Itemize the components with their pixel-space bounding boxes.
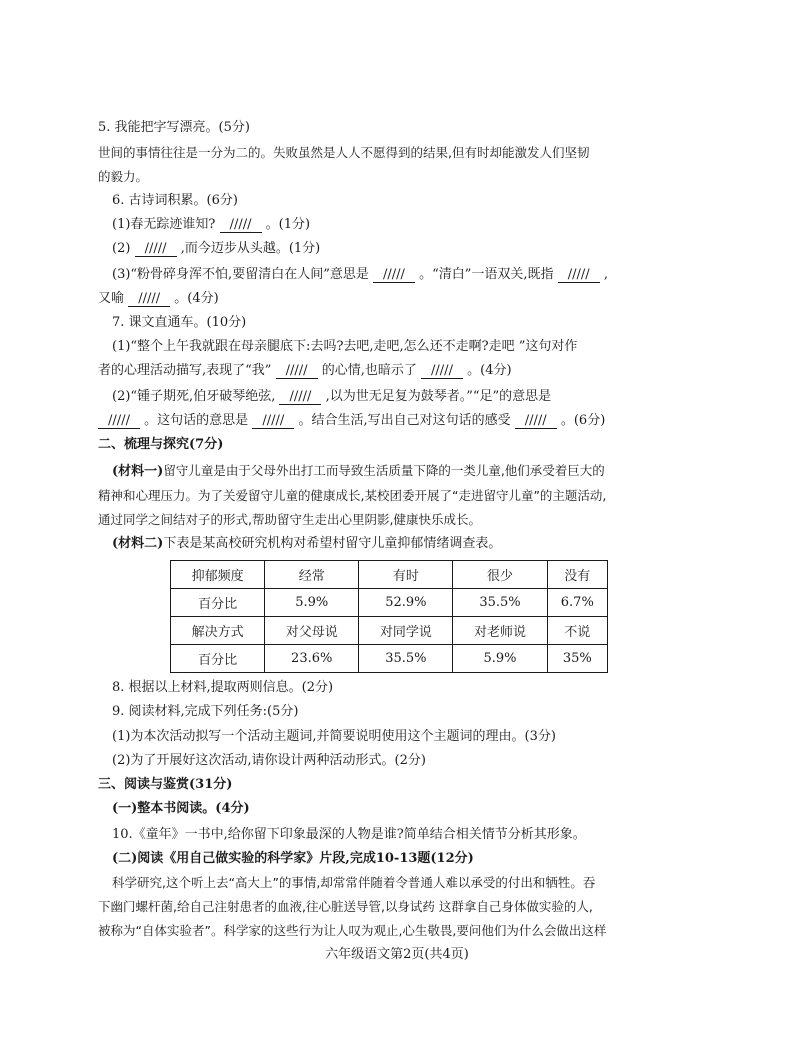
table-cell: 6.7%	[547, 589, 607, 617]
q5-sample-line-2: 的毅力。	[98, 169, 149, 184]
table-cell: 百分比	[171, 589, 265, 617]
q7-item-2-line-2	[98, 412, 678, 430]
material-1-line-2: 精神和心理压力。为了关爱留守儿童的健康成长,某校团委开展了“走进留守儿童”的主题活动,	[98, 488, 607, 503]
q8: 8. 根据以上材料,提取两则信息。(2分)	[112, 680, 334, 695]
material-1-line-3: 通过同学之间结对子的形式,帮助留守生走出心里阴影,健康快乐成长。	[98, 512, 481, 527]
table-cell: 抑郁频度	[171, 561, 265, 589]
q7-item-2-blank-1[interactable]: /////	[279, 389, 321, 405]
part-1-heading: (一)整本书阅读。(4分)	[112, 801, 250, 816]
table-row	[171, 589, 608, 617]
q6-item-3-continued	[98, 290, 678, 308]
q6-item-1-score: 。(1分)	[265, 217, 311, 232]
material-2-text: 下表是某高校研究机构对希望村留守儿童抑郁情绪调查表。	[163, 536, 502, 551]
table-cell: 有时	[359, 561, 453, 589]
q7-item-1-text: 者的心理活动描写,表现了“我”	[98, 363, 272, 378]
q6-heading: 6. 古诗词积累。(6分)	[112, 193, 238, 208]
passage-line-3: 被称为“自体实验者”。科学家的这些行为让人叹为观止,心生敬畏,要问他们为什么会做出这样	[98, 923, 607, 938]
q7-heading: 7. 课文直通车。(10分)	[112, 315, 247, 330]
q6-item-3b-blank[interactable]: /////	[128, 291, 170, 307]
table-cell: 很少	[453, 561, 547, 589]
part-2-heading: (二)阅读《用自己做实验的科学家》片段,完成10-13题(12分)	[112, 851, 474, 866]
q10: 10.《童年》一书中,给你留下印象最深的人物是谁?简单结合相关情节分析其形象。	[112, 827, 586, 842]
table-row	[171, 561, 608, 589]
q7-item-2-line-1	[112, 388, 692, 406]
q6-item-1-text: (1)春无踪迹谁知?	[112, 217, 216, 232]
q6-item-1	[112, 216, 692, 234]
q7-item-1-score: 。(4分)	[467, 363, 512, 378]
material-1-text: 留守儿童是由于父母外出打工而导致生活质量下降的一类儿童,他们承受着巨大的	[163, 463, 605, 478]
q6-item-3b-text: 又喻	[98, 291, 125, 306]
table-cell: 没有	[547, 561, 607, 589]
passage-line-1: 科学研究,这个听上去“高大上”的事情,却常常伴随着令普通人难以承受的付出和牺牲。吞	[112, 875, 596, 890]
table-cell: 5.9%	[453, 645, 547, 673]
q6-item-3-mid: 。“清白”一语双关,既指	[419, 267, 554, 282]
q7-item-2-blank-2[interactable]: /////	[98, 413, 140, 429]
table-cell: 52.9%	[359, 589, 453, 617]
table-row	[171, 617, 608, 645]
table-cell: 35.5%	[359, 645, 453, 673]
q9-item-1: (1)为本次活动拟写一个活动主题词,并简要说明使用这个主题词的理由。(3分)	[112, 729, 556, 744]
table-row	[171, 645, 608, 673]
q6-item-3-blank-1[interactable]: /////	[373, 267, 415, 283]
table-cell: 百分比	[171, 645, 265, 673]
q7-item-1-blank-2[interactable]: /////	[421, 363, 463, 379]
table-cell: 不说	[547, 617, 607, 645]
q7-item-1-blank-1[interactable]: /////	[276, 363, 318, 379]
q7-item-2-mid-2: 。结合生活,写出自己对这句话的感受	[298, 413, 511, 428]
q7-item-1-mid: 的心情,也暗示了	[321, 363, 417, 378]
q6-item-1-blank[interactable]: /////	[220, 217, 262, 233]
material-1-line-1	[112, 462, 692, 481]
passage-line-2: 下幽门螺杆菌,给自己注射患者的血液,往心脏送导管,以身试药 这群拿自己身体做实验的人,	[98, 899, 593, 914]
q6-item-3b-score: 。(4分)	[174, 291, 219, 306]
table-cell: 5.9%	[265, 589, 359, 617]
q7-item-2-blank-3[interactable]: /////	[252, 413, 294, 429]
table-cell: 对父母说	[265, 617, 359, 645]
q6-item-2-blank[interactable]: /////	[135, 241, 177, 257]
q6-item-3	[112, 266, 692, 284]
survey-table	[170, 560, 608, 673]
q7-item-1-line-2	[98, 362, 678, 380]
q5-heading: 5. 我能把字写漂亮。(5分)	[98, 120, 250, 135]
q6-item-2	[112, 240, 692, 258]
q7-item-2-text: (2)“锺子期死,伯牙破琴绝弦,	[112, 389, 276, 404]
q9: 9. 阅读材料,完成下列任务:(5分)	[112, 704, 299, 719]
table-cell: 对同学说	[359, 617, 453, 645]
page-footer: 六年级语文第2页(共4页)	[325, 947, 469, 962]
q7-item-2-score: 。(6分)	[560, 413, 606, 428]
table-cell: 35.5%	[453, 589, 547, 617]
q9-item-2: (2)为了开展好这次活动,请你设计两种活动形式。(2分)	[112, 753, 426, 768]
material-1-label: (材料一)	[112, 464, 164, 479]
q6-item-3-text: (3)“粉骨碎身浑不怕,要留清白在人间”意思是	[112, 267, 369, 282]
table-cell: 解决方式	[171, 617, 265, 645]
table-cell: 23.6%	[265, 645, 359, 673]
q6-item-2-score: ,而今迈步从头越。(1分)	[180, 241, 321, 256]
q5-sample-line-1: 世间的事情往往是一分为二的。失败虽然是人人不愿得到的结果,但有时却能激发人们坚韧	[98, 145, 590, 160]
q7-item-2-mid: ,以为世无足复为鼓琴者。”“足”的意思是	[325, 389, 552, 404]
q7-item-1-line-1: (1)“整个上午我就跟在母亲腿底下:去吗?去吧,走吧,怎么还不走啊?走吧 ”这句对作	[112, 339, 578, 354]
q6-item-3-end: ,	[603, 267, 608, 282]
table-cell: 对老师说	[453, 617, 547, 645]
q6-item-2-text: (2)	[112, 241, 131, 256]
section-3-heading: 三、阅读与鉴赏(31分)	[98, 777, 233, 792]
material-2-line	[112, 535, 692, 553]
material-2-label: (材料二)	[112, 536, 164, 551]
q7-item-2-mid-1: 。这句话的意思是	[144, 413, 249, 428]
section-2-heading: 二、梳理与探究(7分)	[98, 437, 224, 452]
table-cell: 经常	[265, 561, 359, 589]
table-cell: 35%	[547, 645, 607, 673]
q6-item-3-blank-2[interactable]: /////	[558, 267, 600, 283]
q7-item-2-blank-4[interactable]: /////	[515, 413, 557, 429]
